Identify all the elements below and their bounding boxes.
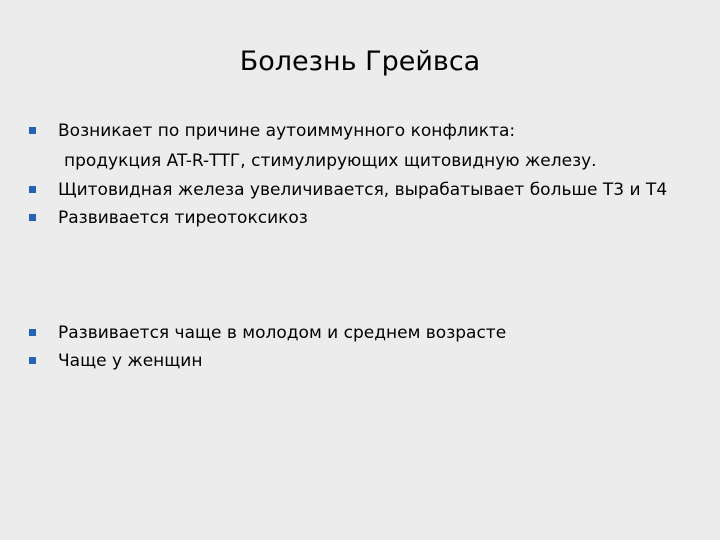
square-bullet-icon <box>29 186 36 193</box>
bullet-text: Чаще у женщин <box>58 351 203 371</box>
bullet-line: Возникает по причине аутоиммунного конфликта: <box>58 121 516 141</box>
square-bullet-icon <box>29 127 36 134</box>
square-bullet-icon <box>29 214 36 221</box>
bullet-text: Развивается чаще в молодом и среднем возрасте <box>58 323 507 343</box>
slide-title: Болезнь Грейвса <box>239 46 481 77</box>
bullet-continuation-line: продукция AT-R-ТТГ, стимулирующих щитовидную железу. <box>64 151 597 171</box>
square-bullet-icon <box>29 329 36 336</box>
bullet-text <box>58 116 597 176</box>
square-bullet-icon <box>29 357 36 364</box>
bullet-text: Развивается тиреотоксикоз <box>58 208 308 228</box>
bullet-text: Щитовидная железа увеличивается, вырабатывает больше Т3 и Т4 <box>58 180 668 200</box>
